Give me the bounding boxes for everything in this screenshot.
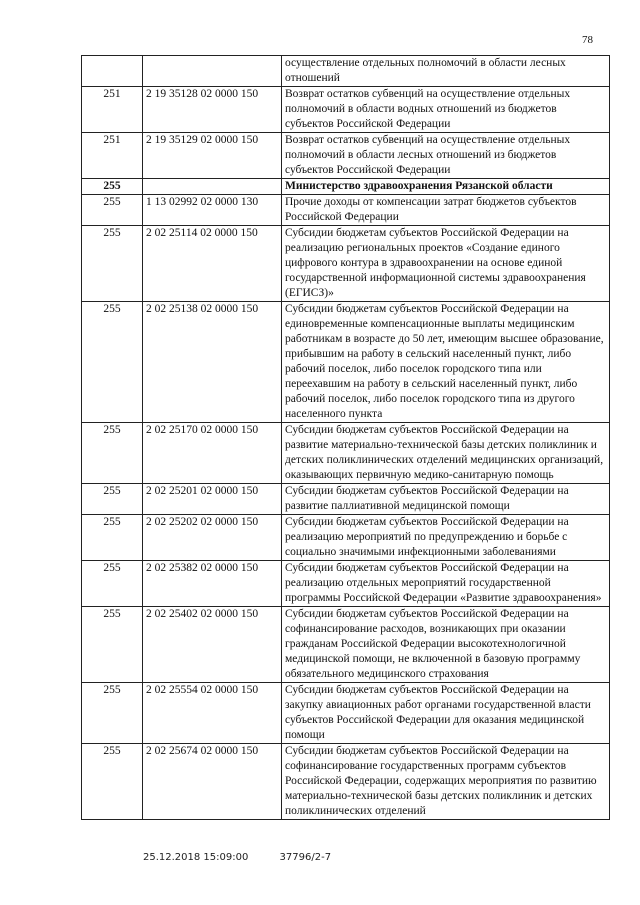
row-name: Субсидии бюджетам субъектов Российской Федерации на реализацию региональных проектов «Создание единого цифрового контура в здравоохранении на основе единой государственной информационной системы здравоохранения (ЕГИСЗ)» xyxy=(282,226,610,302)
row-kbk-code xyxy=(143,56,282,87)
row-kbk-code: 2 19 35128 02 0000 150 xyxy=(143,87,282,133)
table-row xyxy=(82,423,610,484)
row-kbk-code: 2 02 25554 02 0000 150 xyxy=(143,683,282,744)
table-row xyxy=(82,133,610,179)
row-code xyxy=(82,56,143,87)
row-code: 255 xyxy=(82,683,143,744)
row-code: 255 xyxy=(82,423,143,484)
row-kbk-code: 2 02 25402 02 0000 150 xyxy=(143,607,282,683)
row-name: Возврат остатков субвенций на осуществление отдельных полномочий в области лесных отношений из бюджетов субъектов Российской Федерации xyxy=(282,133,610,179)
row-code: 251 xyxy=(82,87,143,133)
row-name: Субсидии бюджетам субъектов Российской Федерации на реализацию отдельных мероприятий государственной программы Российской Федерации «Развитие здравоохранения» xyxy=(282,561,610,607)
row-name: Субсидии бюджетам субъектов Российской Федерации на развитие паллиативной медицинской помощи xyxy=(282,484,610,515)
row-name: Прочие доходы от компенсации затрат бюджетов субъектов Российской Федерации xyxy=(282,195,610,226)
footer xyxy=(143,852,331,863)
row-name: осуществление отдельных полномочий в области лесных отношений xyxy=(282,56,610,87)
row-kbk-code: 2 02 25201 02 0000 150 xyxy=(143,484,282,515)
row-name: Субсидии бюджетам субъектов Российской Федерации на реализацию мероприятий по предупреждению и борьбе с социально значимыми инфекционными заболеваниями xyxy=(282,515,610,561)
row-code: 251 xyxy=(82,133,143,179)
row-kbk-code: 1 13 02992 02 0000 130 xyxy=(143,195,282,226)
row-kbk-code: 2 02 25674 02 0000 150 xyxy=(143,744,282,820)
table-row xyxy=(82,561,610,607)
row-kbk-code: 2 19 35129 02 0000 150 xyxy=(143,133,282,179)
row-kbk-code: 2 02 25382 02 0000 150 xyxy=(143,561,282,607)
table-row xyxy=(82,683,610,744)
row-code: 255 xyxy=(82,561,143,607)
row-code: 255 xyxy=(82,744,143,820)
table-row xyxy=(82,302,610,423)
footer-timestamp: 25.12.2018 15:09:00 xyxy=(143,852,249,863)
row-name: Субсидии бюджетам субъектов Российской Федерации на развитие материально-технической базы детских поликлиник и детских поликлинических отделений медицинских организаций, оказывающих первичную медико-санитарную помощь xyxy=(282,423,610,484)
table-row xyxy=(82,484,610,515)
row-code: 255 xyxy=(82,607,143,683)
row-code: 255 xyxy=(82,195,143,226)
row-kbk-code: 2 02 25202 02 0000 150 xyxy=(143,515,282,561)
table-row xyxy=(82,56,610,87)
row-name: Субсидии бюджетам субъектов Российской Федерации на софинансирование государственных программ субъектов Российской Федерации, содержащих мероприятия по развитию материально-технической базы детских поликлиник и детских поликлинических отделений xyxy=(282,744,610,820)
row-code: 255 xyxy=(82,179,143,195)
row-name: Субсидии бюджетам субъектов Российской Федерации на единовременные компенсационные выплаты медицинским работникам в возрасте до 50 лет, имеющим высшее образование, прибывшим на работу в сельский населенный пункт, либо рабочий поселок, либо поселок городского типа или переехавшим на работу в сельский населенный пункт, либо рабочий поселок, либо поселок городского типа из другого населенного пункта xyxy=(282,302,610,423)
table-row xyxy=(82,515,610,561)
row-kbk-code: 2 02 25114 02 0000 150 xyxy=(143,226,282,302)
row-kbk-code: 2 02 25170 02 0000 150 xyxy=(143,423,282,484)
row-code: 255 xyxy=(82,484,143,515)
row-name: Субсидии бюджетам субъектов Российской Федерации на софинансирование расходов, возникающих при оказании гражданам Российской Федерации высокотехнологичной медицинской помощи, не включенной в базовую программу обязательного медицинского страхования xyxy=(282,607,610,683)
table-row xyxy=(82,87,610,133)
table-row xyxy=(82,607,610,683)
table-row xyxy=(82,744,610,820)
footer-doc-id: 37796/2-7 xyxy=(279,852,332,863)
row-name: Субсидии бюджетам субъектов Российской Федерации на закупку авиационных работ органами государственной власти субъектов Российской Федерации для оказания медицинской помощи xyxy=(282,683,610,744)
page-number: 78 xyxy=(582,34,593,46)
row-name: Возврат остатков субвенций на осуществление отдельных полномочий в области водных отношений из бюджетов субъектов Российской Федерации xyxy=(282,87,610,133)
row-code: 255 xyxy=(82,226,143,302)
table-row xyxy=(82,226,610,302)
table-body xyxy=(82,56,610,820)
row-code: 255 xyxy=(82,515,143,561)
table-row xyxy=(82,179,610,195)
table-row xyxy=(82,195,610,226)
row-kbk-code xyxy=(143,179,282,195)
row-kbk-code: 2 02 25138 02 0000 150 xyxy=(143,302,282,423)
row-name: Министерство здравоохранения Рязанской области xyxy=(282,179,610,195)
row-code: 255 xyxy=(82,302,143,423)
budget-codes-table xyxy=(81,55,610,820)
